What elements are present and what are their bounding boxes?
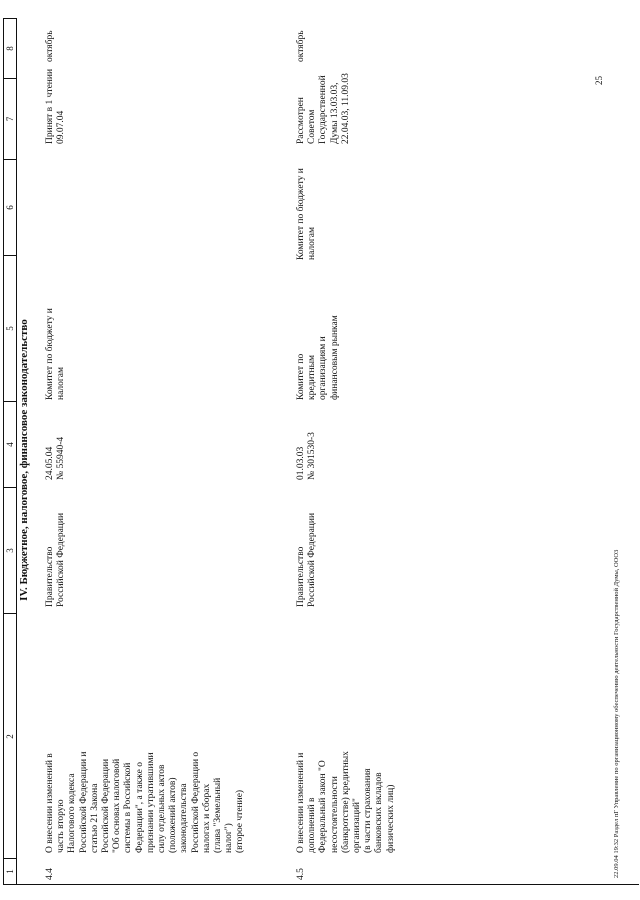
text-line: Комитет по [296,353,306,400]
column-number: 2 [4,613,16,859]
table-left-border [3,884,639,885]
column-number: 4 [4,401,16,487]
text-line: Федерации", а также о [134,762,145,853]
row-number: 4.4 [45,868,55,880]
row-date-number [45,437,67,480]
text-line: Комитет по бюджету и [296,168,306,260]
row-status [45,69,67,144]
row-co-committee [296,168,318,260]
text-line: силу отдельных актов [157,764,168,853]
text-line: банковских вкладов [374,772,385,853]
column-number: 7 [4,78,16,159]
row-initiator [296,513,318,607]
column-number: 8 [4,18,16,78]
text-line: налог") [224,823,235,853]
row-number: 4.5 [296,868,306,880]
text-line: налогам [307,227,318,260]
column-number-header [3,18,17,885]
text-line: 22.04.03, 11.09.03 [340,73,351,144]
page-number: 25 [594,76,604,85]
text-line: Российской Федерации и [78,751,89,853]
text-line: Советом [307,109,318,144]
text-line: Комитет по бюджету и [45,308,55,400]
text-line: (положений актов) [168,777,179,853]
text-line: Принят в 1 чтении [45,68,55,144]
row-initiator [45,513,67,607]
text-line: Правительство [45,546,55,607]
row-committee [296,315,341,400]
text-line: № 55940-4 [56,436,67,480]
text-line: Налогового кодекса [67,773,78,853]
text-line: дополнений в [307,797,318,853]
row-date-number [296,432,318,480]
text-line: О внесении изменений в [45,753,55,853]
text-line: 24.05.04 [45,446,55,480]
text-line: Российской Федерации [101,758,112,853]
text-line: Российской Федерации о [190,751,201,853]
text-line: "Об основах налоговой [112,758,123,853]
text-line: часть вторую [56,799,67,853]
text-line: признании утратившими [145,752,156,853]
text-line: октябрь [296,30,306,62]
text-line: октябрь [45,30,55,62]
text-line: Рассмотрен [296,97,306,144]
row-month [296,30,307,62]
text-line: Правительство [296,546,306,607]
text-line: Российской Федерации [56,512,67,607]
text-line: (банкротстве) кредитных [340,751,351,853]
row-status [296,73,352,144]
section-title: IV. Бюджетное, налоговое, финансовое законодательство [18,319,30,601]
text-line: № 301530-3 [307,432,318,480]
row-title [45,751,247,853]
page-footer: 22.09.04 19:32 Раздел пГ Управление по организационному обеспечению деятельности Государственной Думы, ООО3 [613,549,620,878]
column-number: 5 [4,255,16,401]
text-line: кредитным [307,354,318,400]
text-line: Государственной [318,75,329,144]
text-line: законодательства [179,783,190,853]
column-number: 3 [4,487,16,613]
text-line: финансовым рынкам [329,315,340,400]
text-line: организаций" [352,798,363,853]
column-number: 6 [4,159,16,255]
row-title [296,751,397,853]
text-line: налогам [56,367,67,400]
text-line: (глава "Земельный [213,777,224,853]
text-line: налогах и сборах [201,783,212,853]
text-line: Федеральный закон "О [318,760,329,853]
column-number: 1 [4,858,16,885]
text-line: системы в Российской [123,762,134,853]
text-line: (в части страхования [363,768,374,853]
text-line: 01.03.03 [296,446,306,480]
text-line: статью 21 Закона [89,783,100,853]
text-line: 09.07.04 [56,110,67,144]
text-line: несостоятельности [329,776,340,853]
text-line: Российской Федерации [307,512,318,607]
row-month [45,30,56,62]
text-line: Думы 13.03.03, [329,82,340,144]
text-line: О внесении изменений и [296,752,306,853]
text-line: (второе чтение) [235,789,246,853]
text-line: физических лиц) [385,784,396,853]
text-line: организациям и [318,336,329,400]
row-committee [45,308,67,400]
